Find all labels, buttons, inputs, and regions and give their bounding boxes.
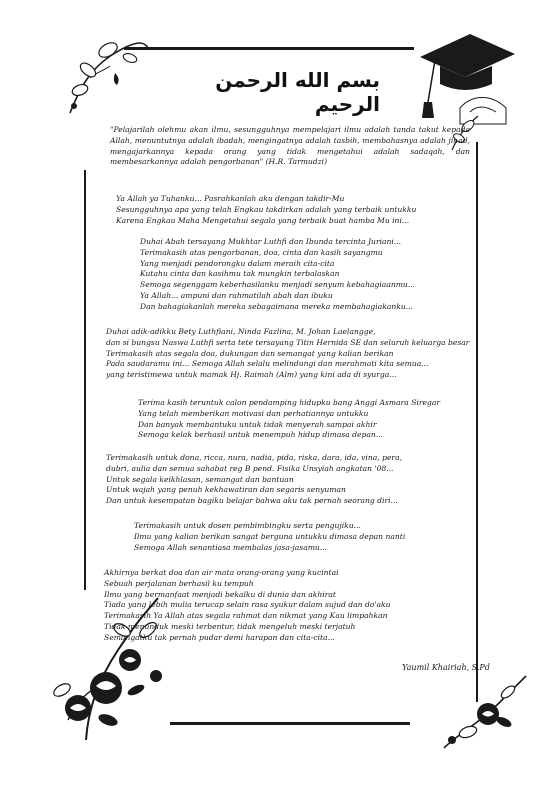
poem-line: Terimakasih atas segala doa, dukungan dan semangat yang kalian berikan	[106, 348, 394, 358]
poem-line: Yang menjadi pendorongku dalam meraih cita-cita	[140, 258, 335, 268]
poem-line: Semangatku tak pernah pudar demi harapan dan cita-cita...	[104, 632, 335, 642]
poem-line: Terimakasih untuk dosen pembimbingku serta pengujiku...	[134, 521, 361, 530]
stanza-friends	[106, 453, 402, 507]
flower-corner-icon	[438, 674, 528, 754]
top-rule	[124, 47, 414, 50]
poem-line: yang teristimewa untuk mamak Hj. Raimah (Alm) yang kini ada di syurga...	[106, 370, 397, 380]
poem-line: Tiada yang lebih mulia terucap selain rasa syukur dalam sujud dan do'aku	[104, 600, 391, 610]
poem-line: Dan untuk kesempatan bagiku belajar bahwa aku tak pernah seorang diri...	[106, 496, 398, 506]
poem-line: Semoga Allah senantiasa membalas jasa-jasamu...	[134, 542, 328, 552]
poem-line: Karena Engkau Maha Mengetahui segala yang terbaik buat hamba Mu ini...	[116, 215, 410, 225]
poem-line: Semoga segenggam keberhasilanku menjadi senyum kebahagiaanmu...	[140, 280, 416, 290]
bottom-rule	[170, 722, 410, 725]
basmala-calligraphy: بسم الله الرحمن الرحيم	[215, 68, 380, 116]
poem-line: dan si bungsu Naswa Luthfi serta tete tersayang Titin Hernida SE dan seluruh keluarga besar	[106, 337, 470, 347]
signature: Yaumil Khairiah, S.Pd	[402, 663, 490, 672]
poem-line: Sesungguhnya apa yang telah Engkau takdirkan adalah yang terbaik untukku	[116, 204, 417, 214]
poem-line: Terimakasih Ya Allah atas segala rahmat dan nikmat yang Kau limpahkan	[104, 611, 388, 621]
stanza-prayer	[116, 194, 416, 226]
poem-line: Duhai adik-adikku Bety Luthfiani, Ninda Fazlina, M. Johan Laelangge,	[106, 327, 376, 336]
poem-line: Ilmu yang kalian berikan sangat berguna untukku dimasa depan nanti	[134, 531, 406, 541]
poem-line: Sebuah perjalanan berhasil ku tempuh	[104, 578, 254, 588]
poem-line: Semoga kelak berhasil untuk menempuh hidup dimasa depan...	[138, 430, 384, 440]
hadith-quote: "Pelajarilah olehmu akan ilmu, sesungguhnya mempelajari ilmu adalah tanda takut kepada Allah, menuntutnya adalah ibadah, mengingatnya adalah tasbih, membahasnya adalah jihad, mengajarkannya kepada orang yang tidak mengetahui adalah sadaqah, dan membesarkannya adalah pengorbanan" (H.R. Tarmudzi)	[110, 125, 470, 167]
poem-line: Ya Allah ya Tuhanku... Pasrahkanlah aku dengan takdir-Mu	[116, 194, 345, 203]
poem-line: Ilmu yang bermanfaat menjadi bekalku di dunia dan akhirat	[104, 589, 336, 599]
poem-line: Akhirnya berkat doa dan air mata orang-orang yang kucintai	[104, 568, 339, 577]
stanza-lecturers	[134, 521, 405, 553]
poem-line: Kutahu cinta dan kasihmu tak mungkin terbalaskan	[140, 269, 340, 279]
poem-line: Dan bahagiakanlah mereka sebagaimana mereka membahagiakanku...	[140, 301, 413, 311]
right-frame-line	[476, 142, 478, 702]
poem-line: Untuk segala keikhlasan, semangat dan bantuan	[106, 474, 294, 484]
poem-line: Terimakasih untuk dona, ricca, nura, nadia, pida, riska, dara, ida, vina, pera,	[106, 453, 403, 462]
stanza-fiance	[138, 398, 440, 441]
poem-line: Pada saudaramu ini... Semoga Allah selalu melindungi dan merahmati kita semua...	[106, 359, 429, 369]
poem-line: Dan banyak membantuku untuk tidak menyerah sampai akhir	[138, 419, 377, 429]
stanza-siblings	[106, 327, 469, 381]
left-frame-line	[84, 170, 86, 590]
stanza-parents	[140, 237, 415, 313]
poem-line: Terimakasih atas pengorbanan, doa, cinta dan kasih sayangmu	[140, 247, 383, 257]
poem-line: Duhai Abah tersayang Mukhtar Luthfi dan Ibunda tercinta Juriani...	[140, 237, 402, 246]
poem-line: Ya Allah... ampuni dan rahmatilah abah dan ibuku	[140, 290, 333, 300]
poem-line: Yang telah memberikan motivasi dan perhatiannya untukku	[138, 408, 369, 418]
poem-line: Untuk wajah yang penuh kekhawatiran dan segaris senyuman	[106, 485, 346, 495]
poem-line: Terima kasih teruntuk calon pendamping hidupku bang Anggi Asmara Siregar	[138, 398, 441, 407]
poem-line: Tidak menunduk meski terbentur, tidak mengeluh meski terjatuh	[104, 621, 356, 631]
poem-line: dubri, aulia dan semua sahabat reg B pend. Fisika Unsyiah angkatan '08...	[106, 463, 394, 473]
stanza-closing	[104, 568, 391, 644]
vine-ornament-icon	[60, 28, 150, 118]
